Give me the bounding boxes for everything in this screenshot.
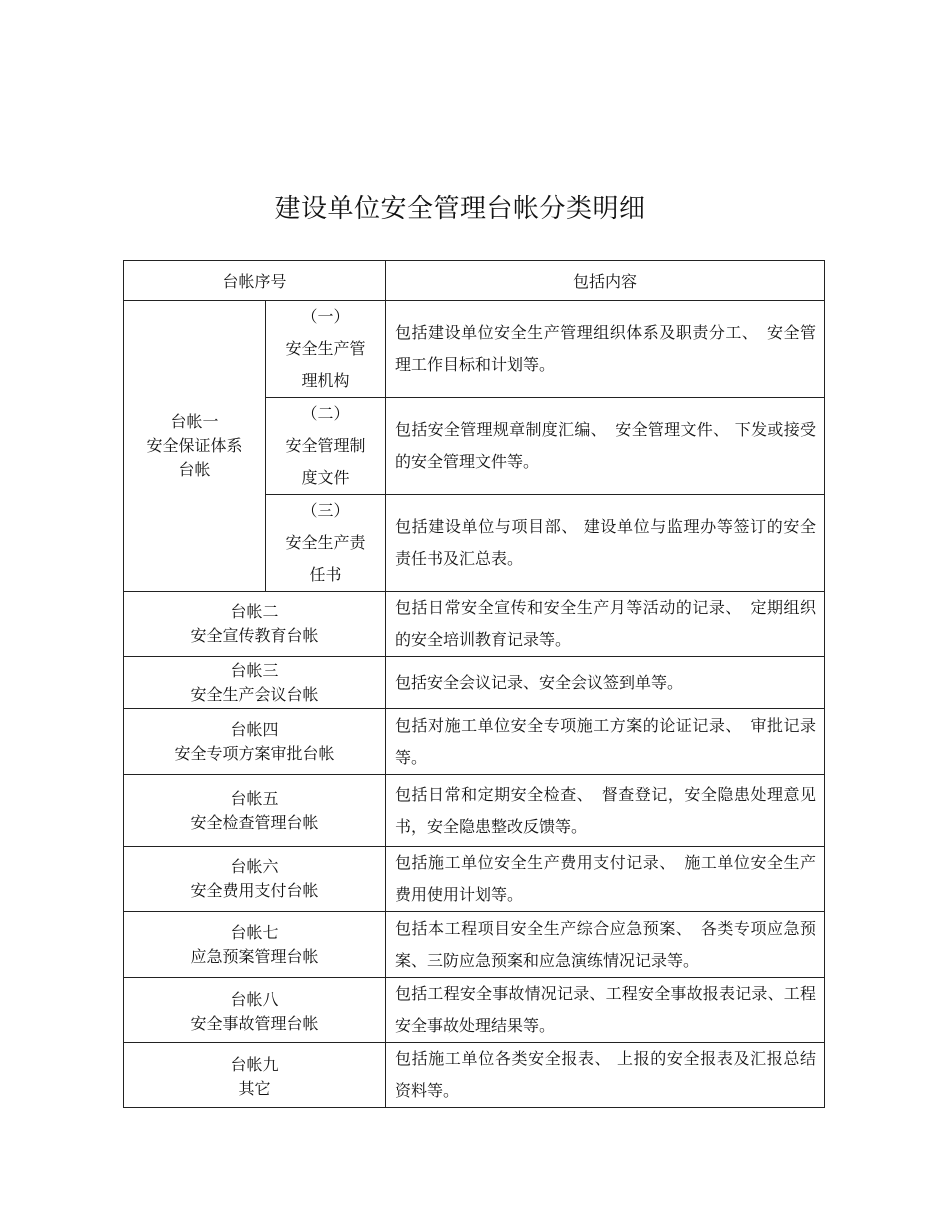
- ledger-name-line1: 台帐五: [230, 788, 279, 808]
- table-header-row: [124, 261, 825, 301]
- ledger-content: 包括安全会议记录、安全会议签到单等。: [386, 657, 825, 709]
- ledger-name-line2: 安全检查管理台帐: [190, 812, 319, 832]
- ledger-name-line1: 台帐三: [230, 660, 279, 680]
- table-row: [124, 978, 825, 1043]
- ledger-1-name: [124, 301, 266, 592]
- ledger-name: [124, 709, 386, 775]
- ledger-name-line1: 台帐二: [230, 602, 279, 621]
- sub-ledger-name: [266, 301, 386, 398]
- sub-ledger-name-line1: 安全生产责: [285, 533, 366, 552]
- ledger-1-name-line3: 台帐: [178, 460, 211, 479]
- ledger-name: [124, 657, 386, 709]
- ledger-name: [124, 592, 386, 657]
- ledger-name: [124, 912, 386, 978]
- sub-ledger-name-line1: 安全生产管: [285, 339, 366, 358]
- table-row: [124, 1043, 825, 1108]
- ledger-name-line2: 安全费用支付台帐: [190, 881, 319, 900]
- page-title: 建设单位安全管理台帐分类明细: [274, 194, 646, 224]
- ledger-content: 包括日常和定期安全检查、 督查登记，安全隐患处理意见书，安全隐患整改反馈等。: [386, 775, 825, 847]
- sub-ledger-name: [266, 398, 386, 495]
- ledger-name: [124, 978, 386, 1043]
- table-row: [124, 592, 825, 657]
- ledger-name-line2: 应急预案管理台帐: [190, 946, 319, 966]
- ledger-name-line2: 安全事故管理台帐: [190, 1014, 319, 1033]
- ledger-name-line2: 安全生产会议台帐: [190, 684, 319, 704]
- ledger-name: [124, 775, 386, 847]
- ledger-name-line1: 台帐四: [230, 719, 279, 739]
- sub-ledger-no: （一）: [301, 307, 350, 326]
- sub-ledger-name-line2: 理机构: [301, 371, 350, 390]
- table-row: [124, 847, 825, 912]
- sub-ledger-name-line2: 任书: [309, 565, 342, 584]
- ledger-name-line1: 台帐六: [230, 857, 279, 876]
- ledger-content: 包括本工程项目安全生产综合应急预案、 各类专项应急预案、三防应急预案和应急演练情况记录等。: [386, 912, 825, 978]
- ledger-name-line1: 台帐八: [230, 990, 279, 1009]
- sub-ledger-no: （三）: [301, 501, 350, 520]
- table-row: [124, 709, 825, 775]
- ledger-content: 包括建设单位安全生产管理组织体系及职责分工、 安全管理工作目标和计划等。: [386, 301, 825, 398]
- table-row: [124, 775, 825, 847]
- ledger-content: 包括安全管理规章制度汇编、 安全管理文件、 下发或接受的安全管理文件等。: [386, 398, 825, 495]
- ledger-content: 包括施工单位各类安全报表、 上报的安全报表及汇报总结资料等。: [386, 1043, 825, 1108]
- header-ledger-no: 台帐序号: [124, 261, 386, 301]
- ledger-1-name-line1: 台帐一: [170, 412, 219, 431]
- sub-ledger-no: （二）: [301, 404, 350, 423]
- ledger-name-line2: 其它: [238, 1079, 271, 1098]
- ledger-name-line2: 安全宣传教育台帐: [190, 626, 319, 645]
- ledger-content: 包括对施工单位安全专项施工方案的论证记录、 审批记录等。: [386, 709, 825, 775]
- sub-ledger-name-line2: 度文件: [301, 468, 350, 487]
- ledger-name-line2: 安全专项方案审批台帐: [174, 743, 335, 763]
- table-row: [124, 912, 825, 978]
- ledger-name: [124, 1043, 386, 1108]
- table-row: [124, 301, 825, 398]
- ledger-content: 包括建设单位与项目部、 建设单位与监理办等签订的安全责任书及汇总表。: [386, 495, 825, 592]
- ledger-table: [123, 260, 825, 1108]
- ledger-name-line1: 台帐九: [230, 1055, 279, 1074]
- sub-ledger-name-line1: 安全管理制: [285, 436, 366, 455]
- ledger-content: 包括日常安全宣传和安全生产月等活动的记录、 定期组织的安全培训教育记录等。: [386, 592, 825, 657]
- ledger-1-name-line2: 安全保证体系: [146, 436, 243, 455]
- ledger-content: 包括工程安全事故情况记录、工程安全事故报表记录、工程安全事故处理结果等。: [386, 978, 825, 1043]
- ledger-content: 包括施工单位安全生产费用支付记录、 施工单位安全生产费用使用计划等。: [386, 847, 825, 912]
- table-row: [124, 657, 825, 709]
- ledger-name-line1: 台帐七: [230, 922, 279, 942]
- sub-ledger-name: [266, 495, 386, 592]
- ledger-name: [124, 847, 386, 912]
- header-contents: 包括内容: [386, 261, 825, 301]
